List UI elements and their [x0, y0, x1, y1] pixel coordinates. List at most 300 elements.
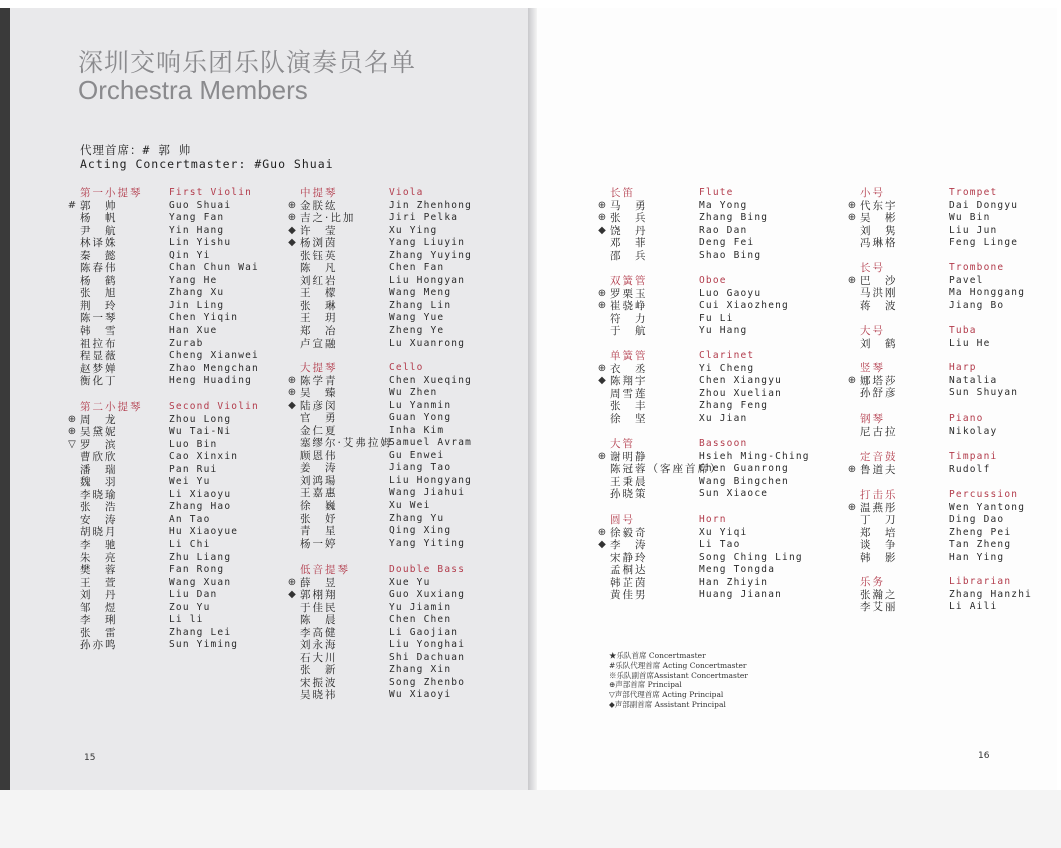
member-name-chinese: 祖拉布 — [80, 337, 118, 350]
member-row — [286, 212, 516, 225]
member-name-english: Hu Xiaoyue — [169, 526, 239, 538]
role-marker: ◆ — [598, 375, 606, 387]
section-harp — [846, 362, 1056, 400]
page-title-chinese: 深圳交响乐团乐队演奏员名单 — [78, 48, 417, 77]
section-tuba — [846, 325, 1056, 350]
member-row — [846, 601, 1056, 614]
member-row — [66, 639, 296, 652]
member-name-chinese: 李 驰 — [80, 539, 118, 552]
member-row — [846, 514, 1056, 527]
member-row — [846, 225, 1056, 238]
member-name-chinese: 尼古拉 — [860, 425, 898, 438]
section-header-chinese: 中提琴 — [300, 187, 338, 199]
member-name-chinese: 杨 帆 — [80, 212, 118, 225]
section-header-english: Trombone — [949, 262, 1005, 273]
member-name-english: Cui Xiaozheng — [699, 300, 789, 312]
member-row — [286, 225, 516, 238]
member-name-chinese: 徐 巍 — [300, 500, 338, 513]
member-name-chinese: 郭 帅 — [80, 199, 118, 212]
member-name-english: Chen Fan — [389, 262, 445, 274]
member-name-chinese: 官 勇 — [300, 412, 338, 425]
section-header-english: Flute — [699, 187, 734, 198]
member-row — [286, 475, 516, 488]
section-oboe — [596, 275, 836, 338]
member-name-english: Zheng Ye — [389, 325, 445, 337]
member-row — [596, 463, 836, 476]
member-name-english: Yi Cheng — [699, 362, 755, 374]
role-marker: ⊕ — [847, 374, 857, 386]
member-row — [66, 552, 296, 565]
section-header-chinese: 小号 — [860, 187, 885, 199]
member-name-chinese: 薛 昱 — [300, 576, 338, 589]
member-row — [286, 652, 516, 665]
member-row — [66, 250, 296, 263]
section-header-english: Tuba — [949, 325, 977, 336]
member-name-english: Liu Yonghai — [389, 639, 466, 651]
member-name-english: Wang Bingchen — [699, 475, 789, 487]
member-name-chinese: 尹 航 — [80, 224, 118, 237]
section-header — [846, 262, 1056, 275]
member-row — [596, 539, 836, 552]
member-name-english: Jin Ling — [169, 299, 225, 311]
member-name-english: Pan Rui — [169, 463, 218, 475]
member-name-english: Samuel Avram — [389, 437, 473, 449]
member-name-chinese: 周 龙 — [80, 413, 118, 426]
member-name-chinese: 姜 涛 — [300, 462, 338, 475]
member-name-chinese: 王 萱 — [80, 576, 118, 589]
member-row — [286, 312, 516, 325]
member-name-chinese: 陈 晨 — [300, 614, 338, 627]
member-name-english: Liu Jun — [949, 224, 998, 236]
member-row — [66, 275, 296, 288]
member-name-english: Wang Xuan — [169, 576, 232, 588]
member-row — [846, 200, 1056, 213]
member-row — [286, 602, 516, 615]
member-name-english: Yang Liuyin — [389, 237, 466, 249]
member-name-english: Hsieh Ming-Ching — [699, 450, 810, 462]
member-name-english: Liu Hongyang — [389, 474, 473, 486]
member-name-chinese: 张 雷 — [80, 626, 118, 639]
member-name-english: Zhang Xu — [169, 287, 225, 299]
member-name-chinese: 张 丰 — [610, 400, 648, 413]
member-name-chinese: 杨浏茵 — [300, 237, 338, 250]
role-marker: ⊕ — [287, 374, 297, 386]
member-row — [846, 552, 1056, 565]
member-name-chinese: 石大川 — [300, 651, 338, 664]
member-row — [286, 262, 516, 275]
member-name-english: Jiang Tao — [389, 462, 452, 474]
member-name-english: Xu Yiqi — [699, 526, 748, 538]
member-name-chinese: 刘永海 — [300, 639, 338, 652]
member-row — [596, 488, 836, 501]
member-name-chinese: 宋静玲 — [610, 551, 648, 564]
member-row — [286, 287, 516, 300]
role-marker: ⊕ — [847, 501, 857, 513]
section-header-chinese: 圆号 — [610, 514, 635, 526]
member-name-chinese: 张 新 — [300, 664, 338, 677]
member-row — [66, 300, 296, 313]
member-row — [846, 375, 1056, 388]
member-row — [66, 325, 296, 338]
member-name-english: Qin Yi — [169, 249, 211, 261]
member-row — [596, 388, 836, 401]
member-row — [286, 513, 516, 526]
member-row — [596, 413, 836, 426]
member-row — [596, 237, 836, 250]
member-name-english: Han Zhiyin — [699, 576, 769, 588]
member-name-chinese: 马洪刚 — [860, 287, 898, 300]
member-row — [596, 476, 836, 489]
member-name-english: Cheng Xianwei — [169, 350, 259, 362]
member-name-english: Yang Fan — [169, 212, 225, 224]
role-marker: ▽ — [68, 438, 76, 450]
member-name-english: Guo Xuxiang — [389, 589, 466, 601]
member-name-english: Zhang Yuying — [389, 249, 473, 261]
section-header-english: Librarian — [949, 576, 1012, 587]
member-name-english: Fu Li — [699, 312, 734, 324]
member-name-chinese: 陈翔宇 — [610, 375, 648, 388]
member-row — [846, 237, 1056, 250]
legend — [609, 651, 748, 710]
member-name-english: Zhang Lei — [169, 626, 232, 638]
member-name-chinese: 林译姝 — [80, 237, 118, 250]
member-name-english: Tan Zheng — [949, 539, 1012, 551]
section-header-chinese: 大号 — [860, 325, 885, 337]
member-row — [846, 502, 1056, 515]
member-name-chinese: 杨 鹤 — [80, 274, 118, 287]
member-name-chinese: 樊 蓉 — [80, 564, 118, 577]
member-row — [596, 300, 836, 313]
member-name-chinese: 宋振波 — [300, 676, 338, 689]
role-marker: ⊕ — [597, 300, 607, 312]
member-name-english: Li Tao — [699, 539, 741, 551]
member-name-chinese: 张 琳 — [300, 299, 338, 312]
member-name-chinese: 安 涛 — [80, 513, 118, 526]
member-name-chinese: 王秉晨 — [610, 475, 648, 488]
member-row — [846, 387, 1056, 400]
member-name-chinese: 符 力 — [610, 312, 648, 325]
section-first-violin — [66, 187, 296, 388]
member-name-english: Chen Guanrong — [699, 463, 789, 475]
member-name-chinese: 张瀚之 — [860, 588, 898, 601]
member-name-chinese: 崔骁峥 — [610, 300, 648, 313]
member-name-chinese: 陈春伟 — [80, 262, 118, 275]
acting-concertmaster-english: Acting Concertmaster: #Guo Shuai — [80, 157, 334, 171]
member-name-english: Zhang Yu — [389, 512, 445, 524]
member-name-english: Inha Kim — [389, 424, 445, 436]
member-row — [66, 451, 296, 464]
member-name-chinese: 陈冠蓉（客座首席） — [610, 463, 723, 476]
role-marker: ⊕ — [287, 199, 297, 211]
member-name-chinese: 谈 争 — [860, 539, 898, 552]
member-name-english: Zhu Liang — [169, 551, 232, 563]
member-name-chinese: 金仁夏 — [300, 424, 338, 437]
member-name-english: Pavel — [949, 274, 984, 286]
section-header-english: Viola — [389, 187, 424, 198]
member-name-english: Wu Zhen — [389, 387, 438, 399]
member-row — [596, 375, 836, 388]
member-name-chinese: 刘红岩 — [300, 274, 338, 287]
member-name-chinese: 李 涛 — [610, 539, 648, 552]
member-row — [66, 363, 296, 376]
member-name-chinese: 丁 刀 — [860, 514, 898, 527]
member-row — [596, 212, 836, 225]
member-row — [596, 225, 836, 238]
member-name-english: Rao Dan — [699, 224, 748, 236]
member-name-english: Liu Dan — [169, 589, 218, 601]
section-header-chinese: 乐务 — [860, 576, 885, 588]
section-header — [846, 489, 1056, 502]
section-header-english: Clarinet — [699, 350, 755, 361]
role-marker: ⊕ — [597, 199, 607, 211]
member-name-english: Qing Xing — [389, 525, 452, 537]
section-trombone — [846, 262, 1056, 312]
member-row — [66, 589, 296, 602]
member-name-english: Wei Yu — [169, 476, 211, 488]
member-name-english: Gu Enwei — [389, 449, 445, 461]
section-percussion — [846, 489, 1056, 564]
member-name-chinese: 孟桐达 — [610, 564, 648, 577]
member-name-english: Chen Xueqing — [389, 374, 473, 386]
section-header-english: Second Violin — [169, 401, 259, 412]
member-name-english: An Tao — [169, 513, 211, 525]
member-name-chinese: 胡晓月 — [80, 526, 118, 539]
member-name-english: Zhao Mengchan — [169, 362, 259, 374]
member-row — [846, 527, 1056, 540]
member-row — [286, 487, 516, 500]
member-row — [66, 476, 296, 489]
member-name-english: Ma Yong — [699, 199, 748, 211]
member-row — [66, 514, 296, 527]
member-name-english: Chen Yiqin — [169, 312, 239, 324]
member-name-chinese: 刘鸿瑒 — [300, 474, 338, 487]
member-name-chinese: 卢宣融 — [300, 337, 338, 350]
member-name-english: Li Xiaoyu — [169, 488, 232, 500]
member-row — [66, 262, 296, 275]
member-row — [846, 539, 1056, 552]
section-header — [596, 514, 836, 527]
member-row — [596, 552, 836, 565]
member-name-english: Lu Xuanrong — [389, 337, 466, 349]
member-name-english: Zhang Lin — [389, 299, 452, 311]
member-row — [596, 564, 836, 577]
member-row — [66, 539, 296, 552]
member-name-chinese: 陈 凡 — [300, 262, 338, 275]
member-row — [286, 237, 516, 250]
member-row — [286, 577, 516, 590]
member-name-english: Jiri Pelka — [389, 212, 459, 224]
member-name-english: Fan Rong — [169, 564, 225, 576]
member-name-chinese: 朱 亮 — [80, 551, 118, 564]
member-row — [66, 564, 296, 577]
section-header-english: Timpani — [949, 451, 998, 462]
member-name-chinese: 吉之·比加 — [300, 212, 356, 225]
member-name-english: Nikolay — [949, 425, 998, 437]
member-name-english: Chan Chun Wai — [169, 262, 259, 274]
member-name-english: Huang Jianan — [699, 589, 783, 601]
member-name-chinese: 吴黛妮 — [80, 426, 118, 439]
member-row — [66, 312, 296, 325]
member-name-english: Yang Yiting — [389, 537, 466, 549]
acting-concertmaster — [80, 143, 334, 171]
section-header — [286, 362, 516, 375]
member-name-chinese: 程显薇 — [80, 350, 118, 363]
member-name-chinese: 陆彦闵 — [300, 399, 338, 412]
member-name-chinese: 谢明静 — [610, 450, 648, 463]
member-row — [66, 602, 296, 615]
member-name-chinese: 周雪莲 — [610, 387, 648, 400]
member-name-english: Shao Bing — [699, 249, 762, 261]
role-marker: ⊕ — [287, 387, 297, 399]
member-row — [66, 212, 296, 225]
member-name-english: Heng Huading — [169, 375, 253, 387]
member-name-english: Han Ying — [949, 551, 1005, 563]
member-name-chinese: 鲁道夫 — [860, 463, 898, 476]
member-name-english: Chen Chen — [389, 614, 452, 626]
member-row — [286, 425, 516, 438]
section-header-english: Horn — [699, 514, 727, 525]
member-row — [66, 627, 296, 640]
member-row — [286, 627, 516, 640]
member-name-chinese: 李艾丽 — [860, 601, 898, 614]
role-marker: ⊕ — [847, 463, 857, 475]
role-marker: # — [67, 199, 77, 211]
role-marker: ⊕ — [287, 212, 297, 224]
role-marker: ◆ — [288, 589, 296, 601]
member-row — [286, 500, 516, 513]
section-bassoon — [596, 438, 836, 501]
section-header-chinese: 第二小提琴 — [80, 401, 143, 413]
member-row — [846, 426, 1056, 439]
member-row — [596, 363, 836, 376]
role-marker: ⊕ — [67, 426, 77, 438]
member-name-chinese: 李晓瑜 — [80, 488, 118, 501]
role-marker: ◆ — [288, 399, 296, 411]
member-name-english: Yang He — [169, 274, 218, 286]
role-marker: ⊕ — [597, 287, 607, 299]
member-name-chinese: 巴 沙 — [860, 274, 898, 287]
member-name-english: Liu Hongyan — [389, 274, 466, 286]
legend-item: ※乐队副首席Assistant Concertmaster — [609, 670, 748, 680]
member-name-chinese: 刘 隽 — [860, 224, 898, 237]
member-row — [596, 313, 836, 326]
member-name-english: Zhang Feng — [699, 400, 769, 412]
section-header-chinese: 大提琴 — [300, 362, 338, 374]
section-header-english: Percussion — [949, 489, 1019, 500]
member-name-english: Zhou Xuelian — [699, 387, 783, 399]
member-name-chinese: 张钰英 — [300, 249, 338, 262]
member-row — [846, 287, 1056, 300]
member-row — [286, 250, 516, 263]
legend-item: ★乐队首席 Concertmaster — [609, 651, 706, 660]
member-row — [66, 614, 296, 627]
member-name-chinese: 杨一婷 — [300, 537, 338, 550]
member-name-english: Xu Jian — [699, 412, 748, 424]
member-row — [286, 614, 516, 627]
member-name-english: Jiang Bo — [949, 299, 1005, 311]
member-name-chinese: 秦 懿 — [80, 249, 118, 262]
member-row — [596, 527, 836, 540]
page-number-left: 15 — [84, 753, 96, 763]
section-header — [596, 275, 836, 288]
section-header-english: Double Bass — [389, 564, 466, 575]
member-row — [286, 538, 516, 551]
member-name-chinese: 塞缪尔·艾弗拉姆 — [300, 437, 393, 450]
member-name-english: Dai Dongyu — [949, 199, 1019, 211]
section-header — [846, 362, 1056, 375]
legend-item: ⊕声部首席 Principal — [609, 680, 682, 690]
member-name-chinese: 曹欣欣 — [80, 451, 118, 464]
member-name-english: Yu Hang — [699, 325, 748, 337]
member-name-english: Zhang Bing — [699, 212, 769, 224]
member-row — [596, 250, 836, 263]
member-name-chinese: 顾恩伟 — [300, 449, 338, 462]
member-name-english: Zurab — [169, 337, 204, 349]
member-row — [66, 577, 296, 590]
member-name-chinese: 郑 培 — [860, 526, 898, 539]
legend-item: ▽声部代理首席 Acting Principal — [609, 690, 724, 700]
member-name-chinese: 代东宇 — [860, 199, 898, 212]
section-header-chinese: 打击乐 — [860, 489, 898, 501]
role-marker: ⊕ — [597, 450, 607, 462]
member-name-chinese: 徐毅奇 — [610, 526, 648, 539]
member-row — [286, 200, 516, 213]
member-row — [286, 375, 516, 388]
member-row — [286, 462, 516, 475]
member-name-chinese: 赵梦婵 — [80, 362, 118, 375]
section-header-english: Bassoon — [699, 438, 748, 449]
member-name-chinese: 张 旭 — [80, 287, 118, 300]
member-row — [286, 338, 516, 351]
member-name-english: Zheng Pei — [949, 526, 1012, 538]
member-name-english: Rudolf — [949, 463, 991, 475]
role-marker: ⊕ — [847, 212, 857, 224]
member-row — [66, 338, 296, 351]
member-row — [286, 450, 516, 463]
section-header — [66, 401, 296, 414]
member-row — [596, 589, 836, 602]
member-row — [66, 439, 296, 452]
section-header-english: Piano — [949, 413, 984, 424]
member-name-chinese: 张 浩 — [80, 501, 118, 514]
member-row — [286, 525, 516, 538]
section-header-chinese: 双簧管 — [610, 275, 648, 287]
member-name-english: Sun Shuyan — [949, 387, 1019, 399]
member-name-english: Natalia — [949, 374, 998, 386]
member-row — [846, 300, 1056, 313]
role-marker: ◆ — [288, 224, 296, 236]
member-name-english: Meng Tongda — [699, 564, 776, 576]
member-name-english: Xue Yu — [389, 576, 431, 588]
member-name-english: Jin Zhenhong — [389, 199, 473, 211]
member-row — [66, 350, 296, 363]
member-row — [596, 577, 836, 590]
section-header-english: Oboe — [699, 275, 727, 286]
member-name-chinese: 陈学青 — [300, 374, 338, 387]
member-name-english: Song Zhenbo — [389, 676, 466, 688]
member-name-chinese: 娜塔莎 — [860, 374, 898, 387]
section-header-chinese: 竖琴 — [860, 362, 885, 374]
member-row — [286, 387, 516, 400]
role-marker: ⊕ — [287, 576, 297, 588]
member-name-english: Zhang Hao — [169, 501, 232, 513]
member-name-english: Lu Yanmin — [389, 399, 452, 411]
member-name-english: Xu Ying — [389, 224, 438, 236]
role-marker: ⊕ — [67, 413, 77, 425]
member-name-chinese: 衡化丁 — [80, 375, 118, 388]
member-row — [286, 412, 516, 425]
member-name-chinese: 吴晓祎 — [300, 689, 338, 702]
